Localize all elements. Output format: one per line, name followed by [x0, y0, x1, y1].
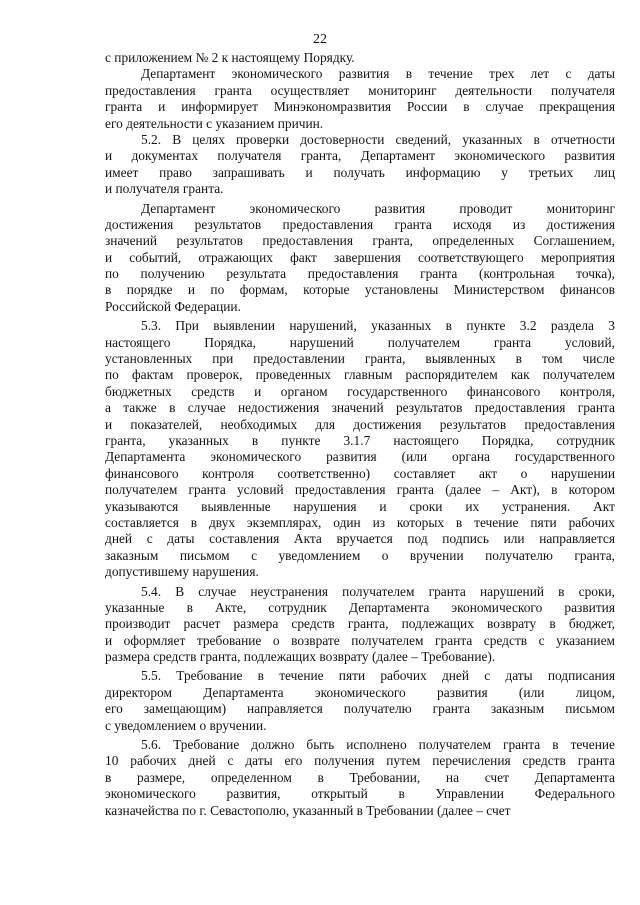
text-line: а также в случае недостижения значений результатов предоставления гранта [105, 400, 615, 416]
text-line: и показателей, необходимых для достижения результатов предоставления [105, 416, 615, 432]
text-line: в размере, определенном в Требовании, на счет Департамента [105, 769, 615, 785]
text-line: 5.5. Требование в течение пяти рабочих дней с даты подписания [141, 668, 615, 684]
text-line: по получению результата предоставления гранта (контрольная точка), [105, 266, 615, 282]
text-line: получателем гранта условий предоставления гранта (далее – Акт), в котором [105, 482, 615, 498]
text-line: его замещающим) направляется получателю гранта заказным письмом [105, 701, 615, 717]
text-line: и оформляет требование о возврате получателем гранта средств с указанием [105, 632, 615, 648]
text-line: дней с даты составления Акта вручается под подпись или направляется [105, 531, 615, 547]
paragraph [105, 737, 615, 819]
text-line: 5.3. При выявлении нарушений, указанных в пункте 3.2 раздела 3 [141, 318, 615, 334]
text-line: и документах получателя гранта, Департамент экономического развития [105, 148, 615, 164]
text-line: 5.6. Требование должно быть исполнено получателем гранта в течение [141, 737, 615, 753]
paragraph [105, 132, 615, 198]
text-line: допустившему нарушения. [105, 564, 259, 580]
text-line: и получателя гранта. [105, 181, 224, 197]
text-line: имеет право запрашивать и получать информацию у третьих лиц [105, 164, 615, 180]
text-line: по фактам проверок, проведенных главным распорядителем как получателем [105, 367, 615, 383]
text-line: 10 рабочих дней с даты его получения путем перечисления средств гранта [105, 753, 615, 769]
paragraph [105, 318, 615, 580]
text-line: составляется в двух экземплярах, один из которых в течение пяти рабочих [105, 514, 615, 530]
paragraph [105, 50, 615, 66]
paragraph [105, 584, 615, 666]
text-line: гранта и информирует Минэкономразвития России в случае прекращения [105, 99, 615, 115]
text-line: бюджетных средств и органом государственного финансового контроля, [105, 383, 615, 399]
paragraph [105, 66, 615, 132]
document-body [105, 50, 615, 819]
text-line: Департамент экономического развития проводит мониторинг [141, 200, 615, 216]
text-line: казначейства по г. Севастополю, указанный в Требовании (далее – счет [105, 802, 511, 818]
text-line: Департамент экономического развития в течение трех лет с даты [141, 66, 615, 82]
text-line: гранта, указанных в пункте 3.1.7 настоящего Порядка, сотрудник [105, 432, 615, 448]
text-line: его деятельности с указанием причин. [105, 115, 324, 131]
text-line: достижения результатов предоставления гранта исходя из достижения [105, 216, 615, 232]
paragraph [105, 201, 615, 316]
text-line: с приложением № 2 к настоящему Порядку. [105, 50, 355, 65]
text-line: предоставления гранта осуществляет мониторинг деятельности получателя [105, 82, 615, 98]
text-line: указываются выявленные нарушения и сроки их устранения. Акт [105, 498, 615, 514]
text-line: размера средств гранта, подлежащих возврату (далее – Требование). [105, 649, 496, 665]
text-line: и событий, отражающих факт завершения соответствующего мероприятия [105, 249, 615, 265]
text-line: указанные в Акте, сотрудник Департамента экономического развития [105, 599, 615, 615]
text-line: экономического развития, открытый в Управлении Федерального [105, 786, 615, 802]
paragraph [105, 668, 615, 734]
text-line: Российской Федерации. [105, 298, 241, 314]
page-number: 22 [313, 32, 327, 47]
text-line: Департамента экономического развития (или органа государственного [105, 449, 615, 465]
text-line: финансового контроля соответственно) составляет акт о нарушении [105, 465, 615, 481]
text-line: настоящего Порядка, нарушений получателем гранта условий, [105, 334, 615, 350]
text-line: 5.2. В целях проверки достоверности сведений, указанных в отчетности [141, 131, 615, 147]
text-line: значений результатов предоставления гранта, определенных Соглашением, [105, 233, 615, 249]
text-line: в порядке и по формам, которые установлены Министерством финансов [105, 282, 615, 298]
text-line: установленных при предоставлении гранта, выявленных в том числе [105, 351, 615, 367]
text-line: производит расчет размера средств гранта, подлежащих возврату в бюджет, [105, 616, 615, 632]
text-line: 5.4. В случае неустранения получателем гранта нарушений в сроки, [141, 583, 615, 599]
text-line: заказным письмом с уведомлением о вручении получателю гранта, [105, 547, 615, 563]
text-line: с уведомлением о вручении. [105, 717, 267, 733]
text-line: директором Департамента экономического развития (или лицом, [105, 684, 615, 700]
